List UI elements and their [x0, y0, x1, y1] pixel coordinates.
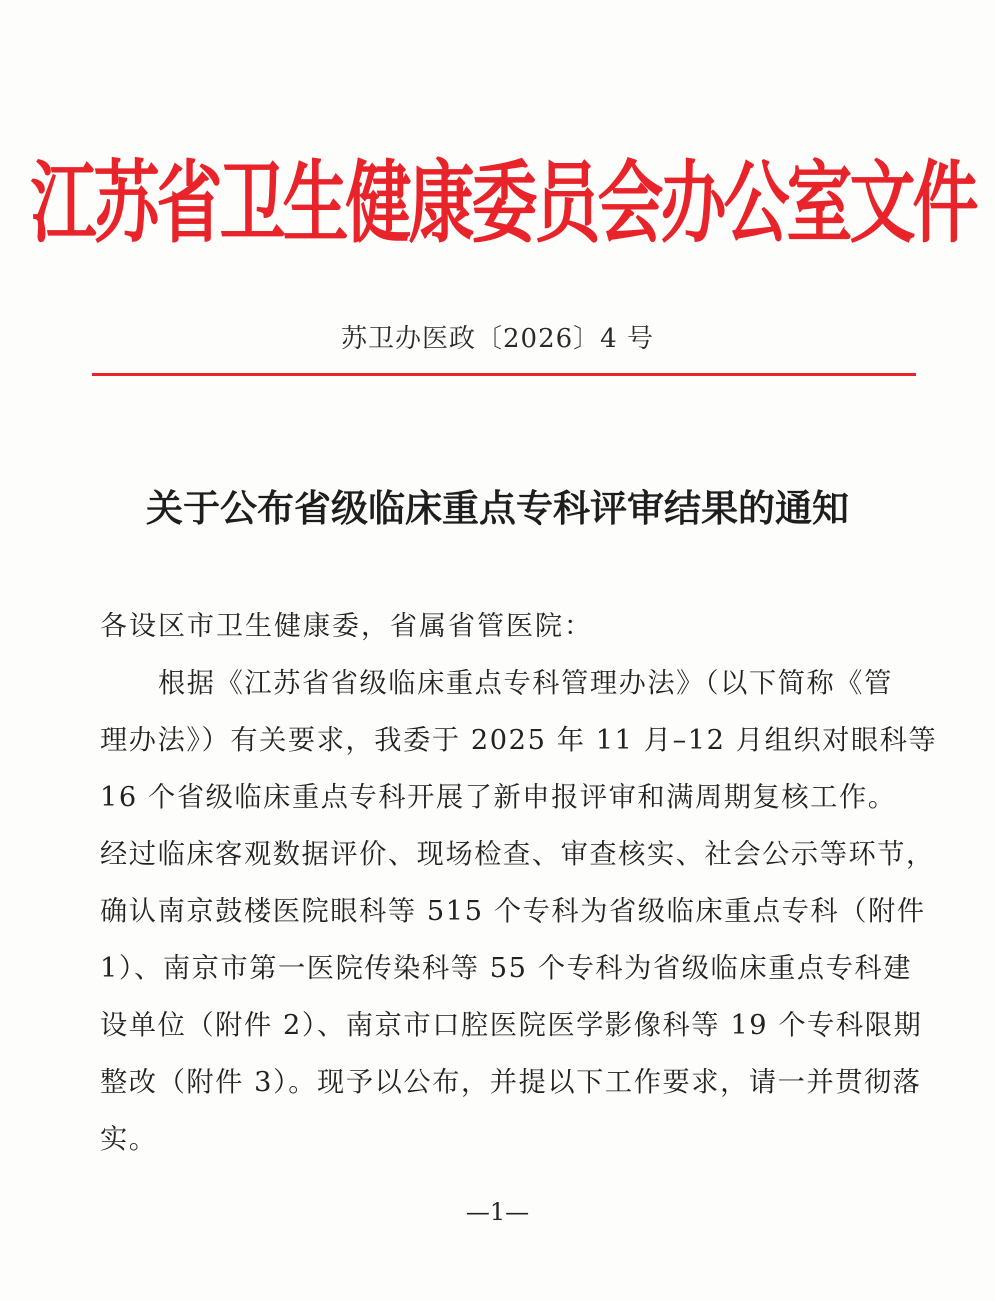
body-line: 理办法》）有关要求，我委于 2025 年 11 月–12 月组织对眼科等: [100, 725, 938, 756]
document-number: 苏卫办医政〔2026〕4 号: [341, 324, 654, 354]
body-paragraph: [100, 655, 938, 1168]
body-line: 设单位（附件 2）、南京市口腔医院医学影像科等 19 个专科限期: [100, 1010, 923, 1041]
body-line: 1）、南京市第一医院传染科等 55 个专科为省级临床重点专科建: [100, 953, 913, 984]
body-line: 16 个省级临床重点专科开展了新申报评审和满周期复核工作。: [100, 782, 897, 813]
notice-title: 关于公布省级临床重点专科评审结果的通知: [146, 486, 849, 530]
red-divider: [92, 373, 916, 376]
document-masthead: 江苏省卫生健康委员会办公室文件: [30, 151, 976, 256]
body-line: 经过临床客观数据评价、现场检查、审查核实、社会公示等环节，: [100, 839, 935, 870]
body-line: 根据《江苏省省级临床重点专科管理办法》（以下简称《管: [158, 668, 893, 699]
body-line: 整改（附件 3）。现予以公布，并提以下工作要求，请一并贯彻落: [100, 1067, 922, 1098]
salutation: 各设区市卫生健康委，省属省管医院：: [100, 611, 593, 642]
page-number: —1—: [465, 1198, 530, 1226]
body-line: 确认南京鼓楼医院眼科等 515 个专科为省级临床重点专科（附件: [100, 896, 926, 927]
body-line: 实。: [100, 1124, 158, 1155]
